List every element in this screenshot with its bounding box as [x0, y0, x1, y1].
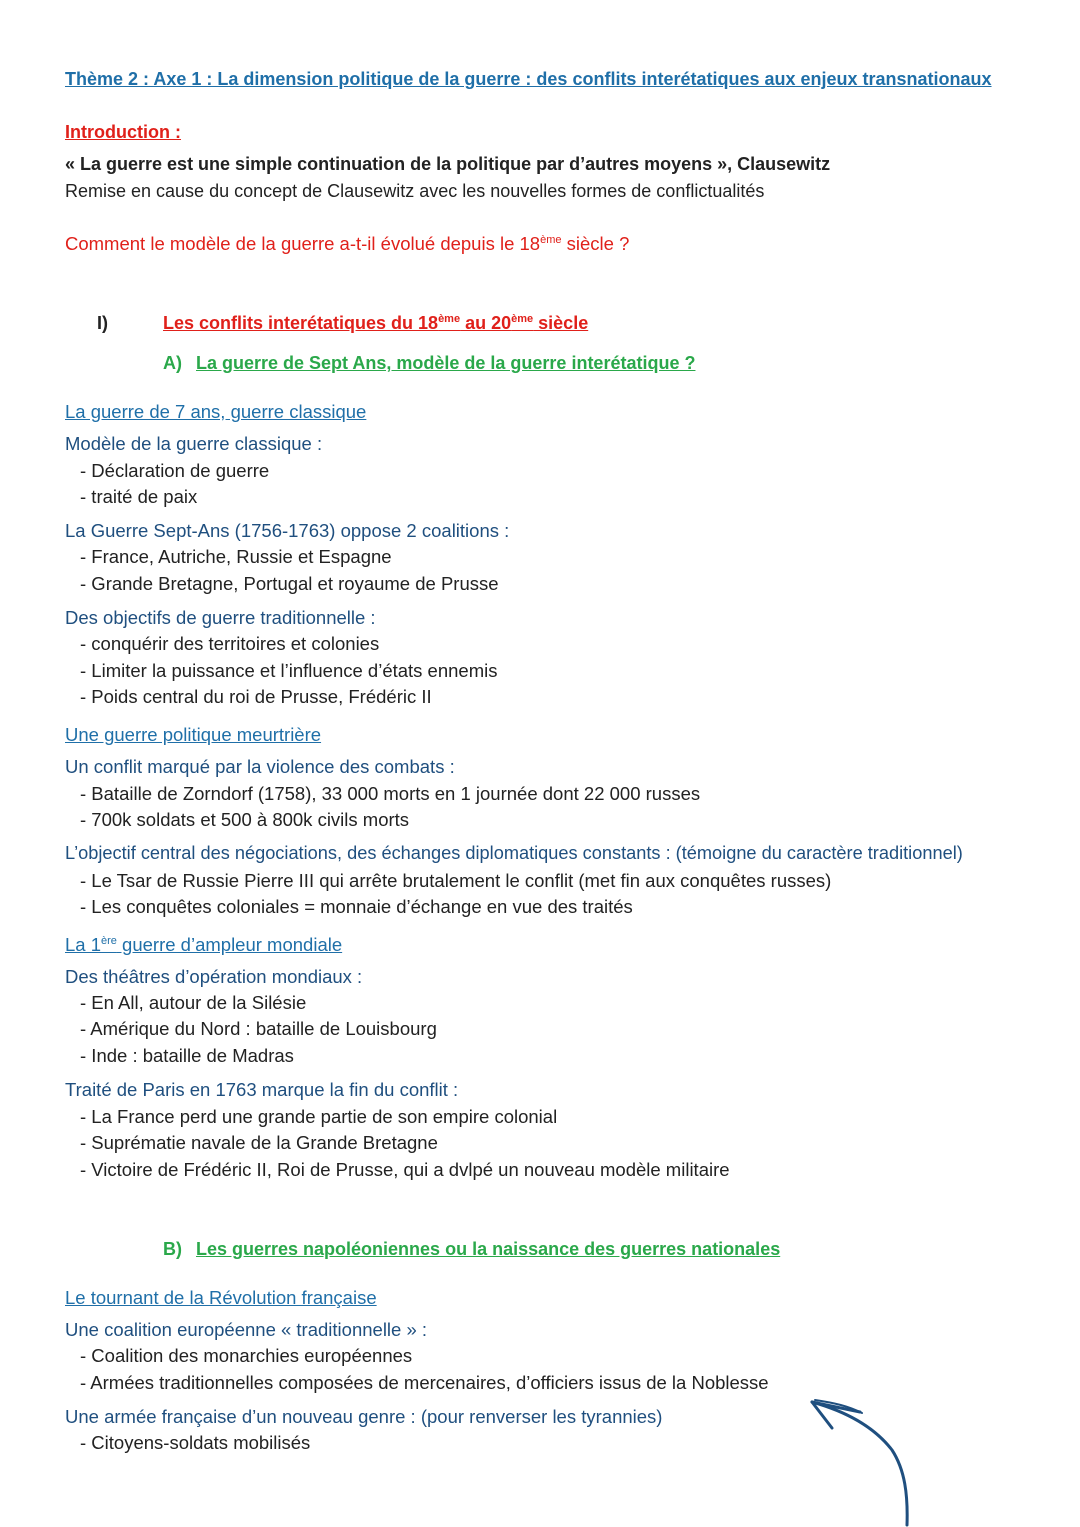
section-b-title: Les guerres napoléoniennes ou la naissance des guerres nationales	[196, 1239, 781, 1259]
bullet-item: - Les conquêtes coloniales = monnaie d’échange en vue des traités	[80, 896, 633, 917]
bullet-item: - Suprématie navale de la Grande Bretagne	[80, 1132, 438, 1153]
part1-numeral: I)	[97, 313, 108, 333]
bullet-item: - 700k soldats et 500 à 800k civils morts	[80, 809, 410, 830]
bullet-item: - La France perd une grande partie de son empire colonial	[80, 1106, 558, 1127]
bullet-item: - Inde : bataille de Madras	[80, 1045, 294, 1066]
intro-label: Introduction :	[65, 122, 181, 142]
lead-line: La Guerre Sept-Ans (1756-1763) oppose 2 coalitions :	[65, 520, 510, 541]
intro-quote: « La guerre est une simple continuation de la politique par d’autres moyens », Clausewitz	[65, 154, 831, 174]
lead-line: Une coalition européenne « traditionnelle » :	[65, 1319, 428, 1340]
lead-line: Des objectifs de guerre traditionnelle :	[65, 607, 376, 628]
subheading-world-war: La 1ère guerre d’ampleur mondiale	[65, 934, 343, 955]
lead-line: L’objectif central des négociations, des échanges diplomatiques constants : (témoigne du caractère traditionnel)	[65, 843, 963, 863]
bullet-item: - En All, autour de la Silésie	[80, 992, 307, 1013]
lead-line: Des théâtres d’opération mondiaux :	[65, 966, 363, 987]
lead-line: Modèle de la guerre classique :	[65, 433, 323, 454]
bullet-item: - Armées traditionnelles composées de mercenaires, d’officiers issus de la Noblesse	[80, 1372, 769, 1393]
bullet-item: - conquérir des territoires et colonies	[80, 633, 380, 654]
subheading-deadly-war: Une guerre politique meurtrière	[65, 724, 322, 745]
subheading-revolution: Le tournant de la Révolution française	[65, 1287, 377, 1308]
lead-line: Un conflit marqué par la violence des combats :	[65, 756, 455, 777]
bullet-item: - Amérique du Nord : bataille de Louisbourg	[80, 1018, 437, 1039]
bullet-item: - Limiter la puissance et l’influence d’états ennemis	[80, 660, 498, 681]
bullet-item: - France, Autriche, Russie et Espagne	[80, 546, 392, 567]
subheading-classic-war: La guerre de 7 ans, guerre classique	[65, 401, 367, 422]
intro-note: Remise en cause du concept de Clausewitz avec les nouvelles formes de conflictualités	[65, 181, 765, 201]
bullet-item: - traité de paix	[80, 486, 198, 507]
bullet-item: - Le Tsar de Russie Pierre III qui arrête brutalement le conflit (met fin aux conquêtes russes)	[80, 870, 832, 891]
bullet-item: - Déclaration de guerre	[80, 460, 270, 481]
bullet-item: - Victoire de Frédéric II, Roi de Prusse, qui a dvlpé un nouveau modèle militaire	[80, 1159, 730, 1180]
section-b-letter: B)	[163, 1239, 182, 1259]
bullet-item: - Citoyens-soldats mobilisés	[80, 1432, 311, 1453]
bullet-item: - Grande Bretagne, Portugal et royaume de Prusse	[80, 573, 499, 594]
lead-line: Une armée française d’un nouveau genre : (pour renverser les tyrannies)	[65, 1406, 663, 1427]
section-a-letter: A)	[163, 353, 182, 373]
page-title: Thème 2 : Axe 1 : La dimension politique de la guerre : des conflits interétatiques aux enjeux transnationaux	[65, 69, 992, 89]
bullet-item: - Poids central du roi de Prusse, Frédéric II	[80, 686, 432, 707]
bullet-item: - Coalition des monarchies européennes	[80, 1345, 413, 1366]
lead-line: Traité de Paris en 1763 marque la fin du conflit :	[65, 1079, 459, 1100]
section-a-title: La guerre de Sept Ans, modèle de la guerre interétatique ?	[196, 353, 696, 373]
part1-title: Les conflits interétatiques du 18ème au 20ème siècle	[163, 313, 589, 333]
problem-question: Comment le modèle de la guerre a-t-il évolué depuis le 18ème siècle ?	[65, 233, 630, 254]
bullet-item: - Bataille de Zorndorf (1758), 33 000 morts en 1 journée dont 22 000 russes	[80, 783, 701, 804]
